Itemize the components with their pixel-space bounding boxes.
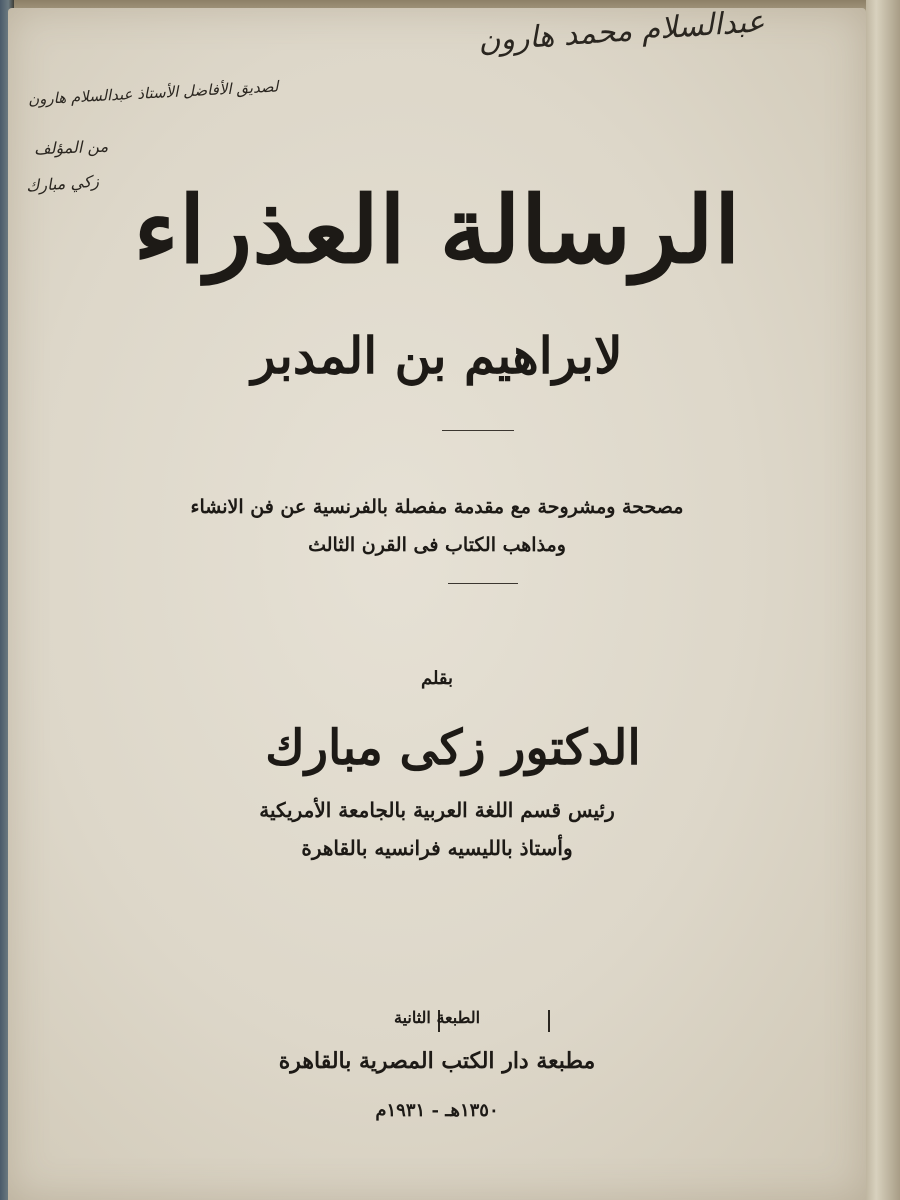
title-page bbox=[8, 4, 866, 1200]
dedication-line-1: لصديق الأفاضل الأستاذ عبدالسلام هارون bbox=[27, 77, 279, 109]
edition-label: الطبعة الثانية bbox=[393, 1008, 481, 1027]
editor-role-line-1: رئيس قسم اللغة العربية بالجامعة الأمريكية bbox=[259, 798, 615, 822]
description-line-2: ومذاهب الكتاب فى القرن الثالث bbox=[308, 534, 566, 556]
description-line-1: مصححة ومشروحة مع مقدمة مفصلة بالفرنسية عن فن الانشاء bbox=[190, 496, 684, 518]
owner-signature: عبدالسلام محمد هارون bbox=[477, 4, 766, 59]
divider-1 bbox=[442, 430, 514, 431]
book-title: الرسالة العذراء bbox=[133, 176, 741, 284]
editor-name: الدكتور زكى مبارك bbox=[265, 720, 641, 776]
dedication-line-2: من المؤلف bbox=[33, 136, 109, 159]
editor-role-line-2: وأستاذ بالليسيه فرانسيه بالقاهرة bbox=[301, 836, 573, 860]
book-author: لابراهيم بن المدبر bbox=[251, 326, 623, 385]
publication-year: ١٣٥٠هـ - ١٩٣١م bbox=[375, 1100, 499, 1121]
press-name: مطبعة دار الكتب المصرية بالقاهرة bbox=[278, 1048, 596, 1074]
by-label: بقلم bbox=[420, 668, 454, 689]
divider-2 bbox=[448, 583, 518, 584]
dedication-line-3: زكي مبارك bbox=[25, 171, 100, 196]
